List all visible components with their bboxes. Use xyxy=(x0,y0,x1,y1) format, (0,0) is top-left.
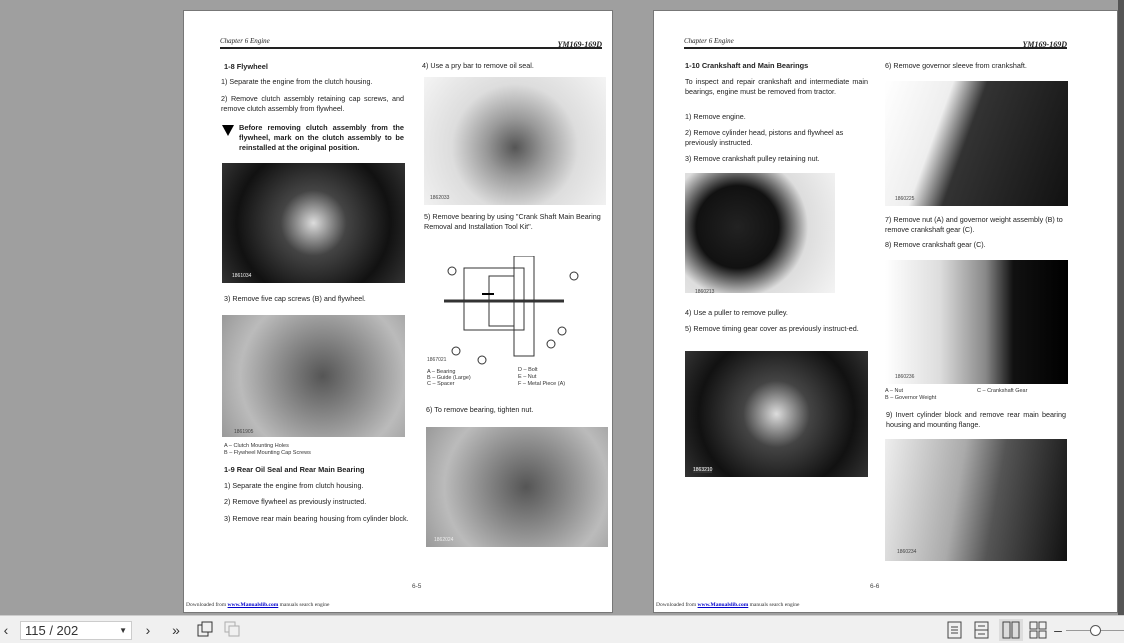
governor-photo xyxy=(885,81,1068,206)
page-footer xyxy=(186,602,329,608)
page-number: 6-5 xyxy=(412,583,422,590)
page-header xyxy=(220,37,602,49)
image-code: 1860225 xyxy=(895,196,915,202)
chapter-title: Chapter 6 Engine xyxy=(684,37,734,45)
legend-item: F – Metal Piece (A) xyxy=(518,381,566,387)
continuous-view-icon[interactable] xyxy=(973,621,991,639)
page-footer xyxy=(656,602,799,608)
two-page-continuous-icon[interactable] xyxy=(1029,621,1047,639)
legend-item: B – Governor Weight xyxy=(885,395,937,401)
rotate-icon xyxy=(196,620,214,638)
bottom-toolbar xyxy=(0,615,1124,643)
step-text: 3) Remove five cap screws (B) and flywheel. xyxy=(224,294,366,303)
rotate-back-button[interactable] xyxy=(222,620,242,640)
manualslib-link[interactable]: www.Manualslib.com xyxy=(697,602,749,608)
step-text: 3) Remove crankshaft pulley retaining nut. xyxy=(685,154,820,163)
page-header xyxy=(684,37,1067,49)
zoom-slider-thumb[interactable] xyxy=(1090,625,1101,636)
step-text: 4) Use a pry bar to remove oil seal. xyxy=(422,61,534,70)
model-title: YM169-169D xyxy=(557,40,602,49)
step-text: 5) Remove bearing by using "Crank Shaft Main Bearing Removal and Installation Tool Kit". xyxy=(424,212,601,231)
oil-seal-photo xyxy=(424,77,606,205)
bearing-photo xyxy=(426,427,608,547)
pdf-page-6-5 xyxy=(183,10,613,613)
legend-item: A – Clutch Mounting Holes xyxy=(224,443,289,449)
image-code: 1861034 xyxy=(232,273,252,279)
step-text: 6) Remove governor sleeve from crankshaft. xyxy=(885,61,1027,70)
warning-text: Before removing clutch assembly from the flywheel, mark on the clutch assembly to be reinstalled at the original position. xyxy=(239,123,404,152)
chapter-title: Chapter 6 Engine xyxy=(220,37,270,45)
footer-text: Downloaded from xyxy=(656,602,697,608)
rotate-view-button[interactable] xyxy=(195,620,215,640)
page-number-input[interactable] xyxy=(20,621,132,640)
image-code: 1860234 xyxy=(897,549,917,555)
two-page-view-icon[interactable] xyxy=(1002,621,1020,639)
section-heading: 1-9 Rear Oil Seal and Rear Main Bearing xyxy=(224,465,365,474)
page-number: 6-6 xyxy=(870,583,880,590)
legend-item: A – Bearing xyxy=(427,369,456,375)
step-text: 9) Invert cylinder block and remove rear main bearing housing and mounting flange. xyxy=(886,410,1066,429)
legend-item: A – Nut xyxy=(885,388,904,394)
image-code: 1860236 xyxy=(895,374,915,380)
step-text: 1) Separate the engine from clutch housing. xyxy=(224,481,364,490)
scrollbar[interactable] xyxy=(1118,0,1124,615)
engine-photo xyxy=(685,173,835,293)
flywheel-photo xyxy=(222,315,405,437)
legend-item: B – Guide (Large) xyxy=(427,375,471,381)
intro-text: To inspect and repair crankshaft and intermediate main bearings, engine must be removed from tractor. xyxy=(685,77,868,96)
previous-page-button[interactable]: ‹ xyxy=(3,622,9,638)
section-heading: 1-8 Flywheel xyxy=(224,62,268,71)
single-page-view-icon[interactable] xyxy=(946,621,964,639)
manualslib-link[interactable]: www.Manualslib.com xyxy=(227,602,279,608)
bearing-tool-diagram xyxy=(434,256,584,366)
step-text: 3) Remove rear main bearing housing from cylinder block. xyxy=(224,514,409,523)
page-indicator: 115 / 202 xyxy=(25,623,79,638)
section-heading: 1-10 Crankshaft and Main Bearings xyxy=(685,61,809,70)
model-title: YM169-169D xyxy=(1022,40,1067,49)
crankshaft-gear-photo xyxy=(885,260,1068,384)
image-code: 1861905 xyxy=(234,429,254,435)
step-text: 1) Remove engine. xyxy=(685,112,746,121)
step-text: 7) Remove nut (A) and governor weight assembly (B) to remove crankshaft gear (C). xyxy=(885,215,1063,234)
pdf-page-6-6 xyxy=(653,10,1118,613)
rotate-back-icon xyxy=(223,620,241,638)
cylinder-block-photo xyxy=(885,439,1067,561)
dropdown-arrow-icon: ▼ xyxy=(119,626,127,635)
legend-item: E – Nut xyxy=(518,374,537,380)
step-text: 2) Remove cylinder head, pistons and flywheel as previously instructed. xyxy=(685,128,844,147)
step-text: 2) Remove clutch assembly retaining cap screws, and remove clutch assembly from flywheel. xyxy=(221,94,404,113)
image-code: 1862024 xyxy=(434,537,454,543)
warning-icon xyxy=(222,125,234,136)
next-page-button[interactable]: › xyxy=(145,622,151,638)
step-text: 4) Use a puller to remove pulley. xyxy=(685,308,788,317)
footer-text: manuals search engine xyxy=(749,602,800,608)
step-text: 1) Separate the engine from the clutch housing. xyxy=(221,77,373,86)
image-code: 1860213 xyxy=(695,289,715,295)
image-code: 1862033 xyxy=(430,195,450,201)
step-text: 6) To remove bearing, tighten nut. xyxy=(426,405,534,414)
clutch-photo xyxy=(222,163,405,283)
timing-cover-photo xyxy=(685,351,868,477)
step-text: 2) Remove flywheel as previously instructed. xyxy=(224,497,367,506)
legend-item: D – Bolt xyxy=(518,367,538,373)
zoom-out-button[interactable]: – xyxy=(1054,622,1062,638)
image-code: 1863210 xyxy=(693,467,713,473)
legend-item: B – Flywheel Mounting Cap Screws xyxy=(224,450,311,456)
last-page-button[interactable]: » xyxy=(172,622,180,638)
step-text: 5) Remove timing gear cover as previously instruct-ed. xyxy=(685,324,859,333)
footer-text: Downloaded from xyxy=(186,602,227,608)
step-text: 8) Remove crankshaft gear (C). xyxy=(885,240,986,249)
legend-item: C – Crankshaft Gear xyxy=(977,388,1028,394)
legend-item: C – Spacer xyxy=(427,381,455,387)
image-code: 1867021 xyxy=(427,357,447,363)
footer-text: manuals search engine xyxy=(279,602,330,608)
